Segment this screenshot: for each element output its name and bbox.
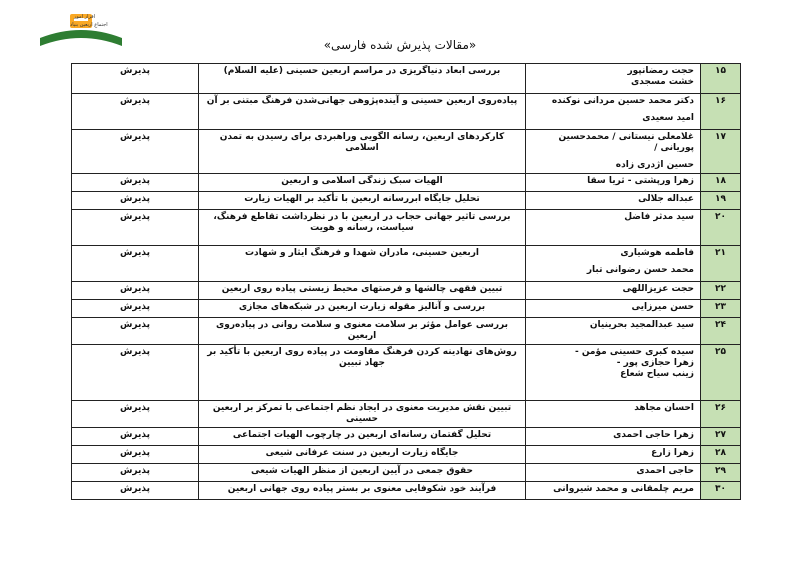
status-cell: پذیرش — [72, 246, 199, 282]
author-line: زهرا حاجی احمدی — [613, 430, 694, 440]
author-line: حسین اژدری زاده — [615, 160, 694, 170]
author-line: سید مدثر فاضل — [624, 212, 694, 222]
authors-cell — [526, 345, 701, 401]
page-title: «مقالات پذیرش شده فارسی» — [323, 38, 477, 52]
authors-cell — [526, 174, 701, 192]
authors-cell — [526, 210, 701, 246]
status-cell: پذیرش — [72, 64, 199, 94]
status-cell: پذیرش — [72, 401, 199, 428]
status-cell: پذیرش — [72, 282, 199, 300]
status-cell: پذیرش — [72, 300, 199, 318]
authors-cell — [526, 282, 701, 300]
authors-cell — [526, 482, 701, 500]
row-number: ۲۷ — [701, 428, 741, 446]
row-number: ۳۰ — [701, 482, 741, 500]
authors-cell — [526, 130, 701, 174]
table-row — [72, 210, 741, 246]
logo-text: افزار امور — [74, 14, 95, 20]
table-row — [72, 318, 741, 345]
article-title: تبیین نقش مدیریت معنوی در ایجاد نظم اجتماعی با تمرکز بر اربعین حسینی — [199, 401, 526, 428]
author-line: خشت مسجدی — [631, 77, 694, 87]
status-cell: پذیرش — [72, 174, 199, 192]
article-title: اربعین حسینی، مادران شهدا و فرهنگ ایثار و شهادت — [199, 246, 526, 282]
author-line: عبداله جلالی — [638, 194, 694, 204]
article-title: بررسی عوامل مؤثر بر سلامت معنوی و سلامت روانی در پیاده‌روی اربعین — [199, 318, 526, 345]
row-number: ۲۸ — [701, 446, 741, 464]
row-number: ۱۵ — [701, 64, 741, 94]
author-line: امید سعیدی — [642, 113, 694, 123]
authors-cell — [526, 64, 701, 94]
table-row — [72, 446, 741, 464]
authors-cell — [526, 446, 701, 464]
status-cell: پذیرش — [72, 94, 199, 130]
article-title: تبیین فقهی چالشها و فرصتهای محیط زیستی پیاده روی اربعین — [199, 282, 526, 300]
table-row — [72, 192, 741, 210]
table-row — [72, 282, 741, 300]
row-number: ۱۶ — [701, 94, 741, 130]
author-line: فاطمه هوشیاری — [620, 248, 694, 258]
accepted-articles-table — [71, 63, 741, 500]
author-line: احسان مجاهد — [634, 403, 694, 413]
row-number: ۲۹ — [701, 464, 741, 482]
authors-cell — [526, 192, 701, 210]
article-title: پیاده‌روی اربعین حسینی و آینده‌پژوهی جهانی‌شدن فرهنگ مبتنی بر آن — [199, 94, 526, 130]
author-line: حسن میرزایی — [631, 302, 694, 312]
row-number: ۱۹ — [701, 192, 741, 210]
row-number: ۲۱ — [701, 246, 741, 282]
table-row — [72, 94, 741, 130]
article-title: حقوق جمعی در آیین اربعین از منظر الهیات شیعی — [199, 464, 526, 482]
table-row — [72, 482, 741, 500]
authors-cell — [526, 300, 701, 318]
article-title: بررسی تاثیر جهانی حجاب در اربعین با در نظرداشت تقاطع فرهنگ، سیاست، رسانه و هویت — [199, 210, 526, 246]
table-row — [72, 300, 741, 318]
author-line: مریم چلمقانی و محمد شیروانی — [553, 484, 694, 494]
status-cell: پذیرش — [72, 192, 199, 210]
row-number: ۲۳ — [701, 300, 741, 318]
table-row — [72, 130, 741, 174]
article-title: جایگاه زیارت اربعین در سنت عرفانی شیعی — [199, 446, 526, 464]
row-number: ۱۷ — [701, 130, 741, 174]
table-row — [72, 401, 741, 428]
row-number: ۲۶ — [701, 401, 741, 428]
author-line: زینب سیاح شعاع — [620, 369, 694, 379]
article-title: روش‌های نهادینه کردن فرهنگ مقاومت در پیاده روی اربعین با تأکید بر جهاد تبیین — [199, 345, 526, 401]
author-line: زهرا زارع — [651, 448, 694, 458]
table-row — [72, 345, 741, 401]
row-number: ۲۰ — [701, 210, 741, 246]
status-cell: پذیرش — [72, 130, 199, 174]
table-row — [72, 64, 741, 94]
logo-subtext: اجتماع اربعین بنیاد — [70, 22, 108, 28]
status-cell: پذیرش — [72, 446, 199, 464]
table-row — [72, 174, 741, 192]
article-title: الهیات سبک زندگی اسلامی و اربعین — [199, 174, 526, 192]
authors-cell — [526, 428, 701, 446]
author-line: حجت رمضانپور — [627, 66, 694, 76]
article-title: بررسی و آنالیز مقوله زیارت اربعین در شبکه‌های مجازی — [199, 300, 526, 318]
article-title: تحلیل گفتمان رسانه‌ای اربعین در چارچوب الهیات اجتماعی — [199, 428, 526, 446]
authors-cell — [526, 464, 701, 482]
author-line: حجت عزیزاللهی — [622, 284, 694, 294]
author-line: سید عبدالمجید بحرینیان — [589, 320, 694, 330]
authors-cell — [526, 401, 701, 428]
status-cell: پذیرش — [72, 464, 199, 482]
table-row — [72, 464, 741, 482]
author-line: حاجی احمدی — [636, 466, 694, 476]
article-title: بررسی ابعاد دنیاگریزی در مراسم اربعین حسینی (علیه السلام) — [199, 64, 526, 94]
status-cell: پذیرش — [72, 428, 199, 446]
author-line: محمد حسن رضوانی تبار — [586, 265, 694, 275]
row-number: ۱۸ — [701, 174, 741, 192]
author-line: زهرا حجازی پور - — [616, 358, 694, 368]
table-row — [72, 428, 741, 446]
status-cell: پذیرش — [72, 345, 199, 401]
author-line: سیده کبری حسینی مؤمن - — [574, 347, 694, 357]
article-title: کارکردهای اربعین، رسانه الگویی وراهبردی برای رسیدن به تمدن اسلامی — [199, 130, 526, 174]
article-title: فرآیند خود شکوفایی معنوی بر بستر پیاده روی جهانی اربعین — [199, 482, 526, 500]
authors-cell — [526, 94, 701, 130]
article-title: تحلیل جایگاه ابررسانه اربعین با تأکید بر الهیات زیارت — [199, 192, 526, 210]
table-row — [72, 246, 741, 282]
row-number: ۲۴ — [701, 318, 741, 345]
status-cell: پذیرش — [72, 210, 199, 246]
author-line: زهرا ورپشتی - ثریا سقا — [587, 176, 694, 186]
status-cell: پذیرش — [72, 482, 199, 500]
row-number: ۲۲ — [701, 282, 741, 300]
status-cell: پذیرش — [72, 318, 199, 345]
authors-cell — [526, 246, 701, 282]
author-line: دکتر محمد حسین مردانی نوکنده — [551, 96, 694, 106]
authors-cell — [526, 318, 701, 345]
row-number: ۲۵ — [701, 345, 741, 401]
author-line: غلامعلی نیستانی / محمدحسین پوریانی / — [558, 132, 694, 153]
